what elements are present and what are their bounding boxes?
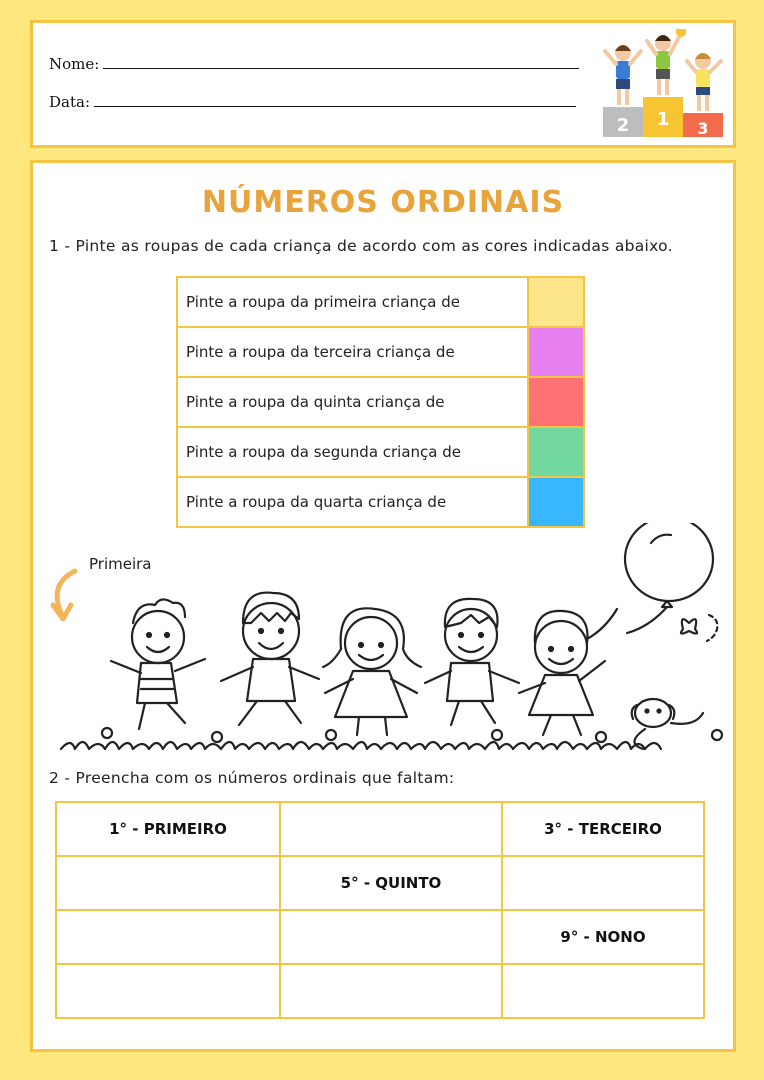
- podium-number-second: 2: [616, 115, 630, 136]
- flower-icon: [212, 732, 222, 742]
- color-swatch: [528, 427, 584, 477]
- ordinal-blank-cell[interactable]: [502, 964, 704, 1018]
- child-2: [221, 593, 319, 725]
- color-swatch: [528, 377, 584, 427]
- flower-icon: [326, 730, 336, 740]
- flower-icon: [596, 732, 606, 742]
- children-illustration: [41, 523, 731, 753]
- ordinal-blank-cell[interactable]: [56, 964, 280, 1018]
- ordinal-blank-cell[interactable]: [502, 856, 704, 910]
- child-4: [425, 599, 519, 725]
- podium-kid-third: [687, 53, 721, 111]
- color-swatch: [528, 277, 584, 327]
- worksheet-card: [30, 160, 736, 1052]
- ordinal-blank-cell[interactable]: [280, 802, 502, 856]
- color-instruction-row: [177, 327, 584, 377]
- date-field[interactable]: [49, 93, 576, 111]
- ordinal-cell: 1° - PRIMEIRO: [56, 802, 280, 856]
- date-label: Data:: [49, 93, 90, 111]
- flower-icon: [712, 730, 722, 740]
- header-card: [30, 20, 736, 148]
- podium-kid-second: [605, 45, 641, 105]
- flower-icon: [102, 728, 112, 738]
- child-1: [111, 599, 205, 729]
- name-line[interactable]: [103, 68, 579, 69]
- arrow-label: Primeira: [89, 555, 152, 573]
- color-instruction-row: [177, 427, 584, 477]
- question-1-text: 1 - Pinte as roupas de cada criança de acordo com as cores indicadas abaixo.: [49, 237, 673, 255]
- color-instruction-label: Pinte a roupa da quinta criança de: [177, 377, 528, 427]
- arrow-pointing-icon: [53, 571, 75, 619]
- color-instruction-label: Pinte a roupa da segunda criança de: [177, 427, 528, 477]
- color-instruction-row: [177, 377, 584, 427]
- name-field[interactable]: [49, 55, 579, 73]
- balloon-icon: [625, 523, 713, 633]
- podium-number-third: 3: [697, 119, 709, 138]
- podium-illustration: [599, 27, 729, 139]
- ordinal-cell: 9° - NONO: [502, 910, 704, 964]
- color-instruction-row: [177, 277, 584, 327]
- butterfly-icon: [681, 615, 717, 641]
- podium-number-first: 1: [656, 109, 670, 130]
- color-swatch: [528, 327, 584, 377]
- ordinal-blank-cell[interactable]: [56, 856, 280, 910]
- child-3: [323, 608, 421, 735]
- page-title: NÚMEROS ORDINAIS: [201, 185, 565, 220]
- grass-line: [61, 742, 661, 749]
- dog-icon: [632, 699, 703, 749]
- ordinal-blank-cell[interactable]: [280, 964, 502, 1018]
- ordinal-numbers-table: [55, 801, 705, 1019]
- date-line[interactable]: [94, 106, 576, 107]
- ordinal-row: [56, 856, 704, 910]
- question-2-text: 2 - Preencha com os números ordinais que faltam:: [49, 769, 455, 787]
- color-instruction-label: Pinte a roupa da primeira criança de: [177, 277, 528, 327]
- ordinal-row: [56, 802, 704, 856]
- name-label: Nome:: [49, 55, 100, 73]
- ordinal-cell: 5° - QUINTO: [280, 856, 502, 910]
- child-5: [519, 609, 617, 735]
- color-instruction-label: Pinte a roupa da terceira criança de: [177, 327, 528, 377]
- ordinal-blank-cell[interactable]: [280, 910, 502, 964]
- color-instruction-label: Pinte a roupa da quarta criança de: [177, 477, 528, 527]
- ordinal-blank-cell[interactable]: [56, 910, 280, 964]
- color-swatch: [528, 477, 584, 527]
- ordinal-row: [56, 964, 704, 1018]
- podium-kid-first: [647, 29, 686, 95]
- color-instructions-table: [176, 276, 585, 528]
- ordinal-row: [56, 910, 704, 964]
- ordinal-cell: 3° - TERCEIRO: [502, 802, 704, 856]
- color-instruction-row: [177, 477, 584, 527]
- flower-icon: [492, 730, 502, 740]
